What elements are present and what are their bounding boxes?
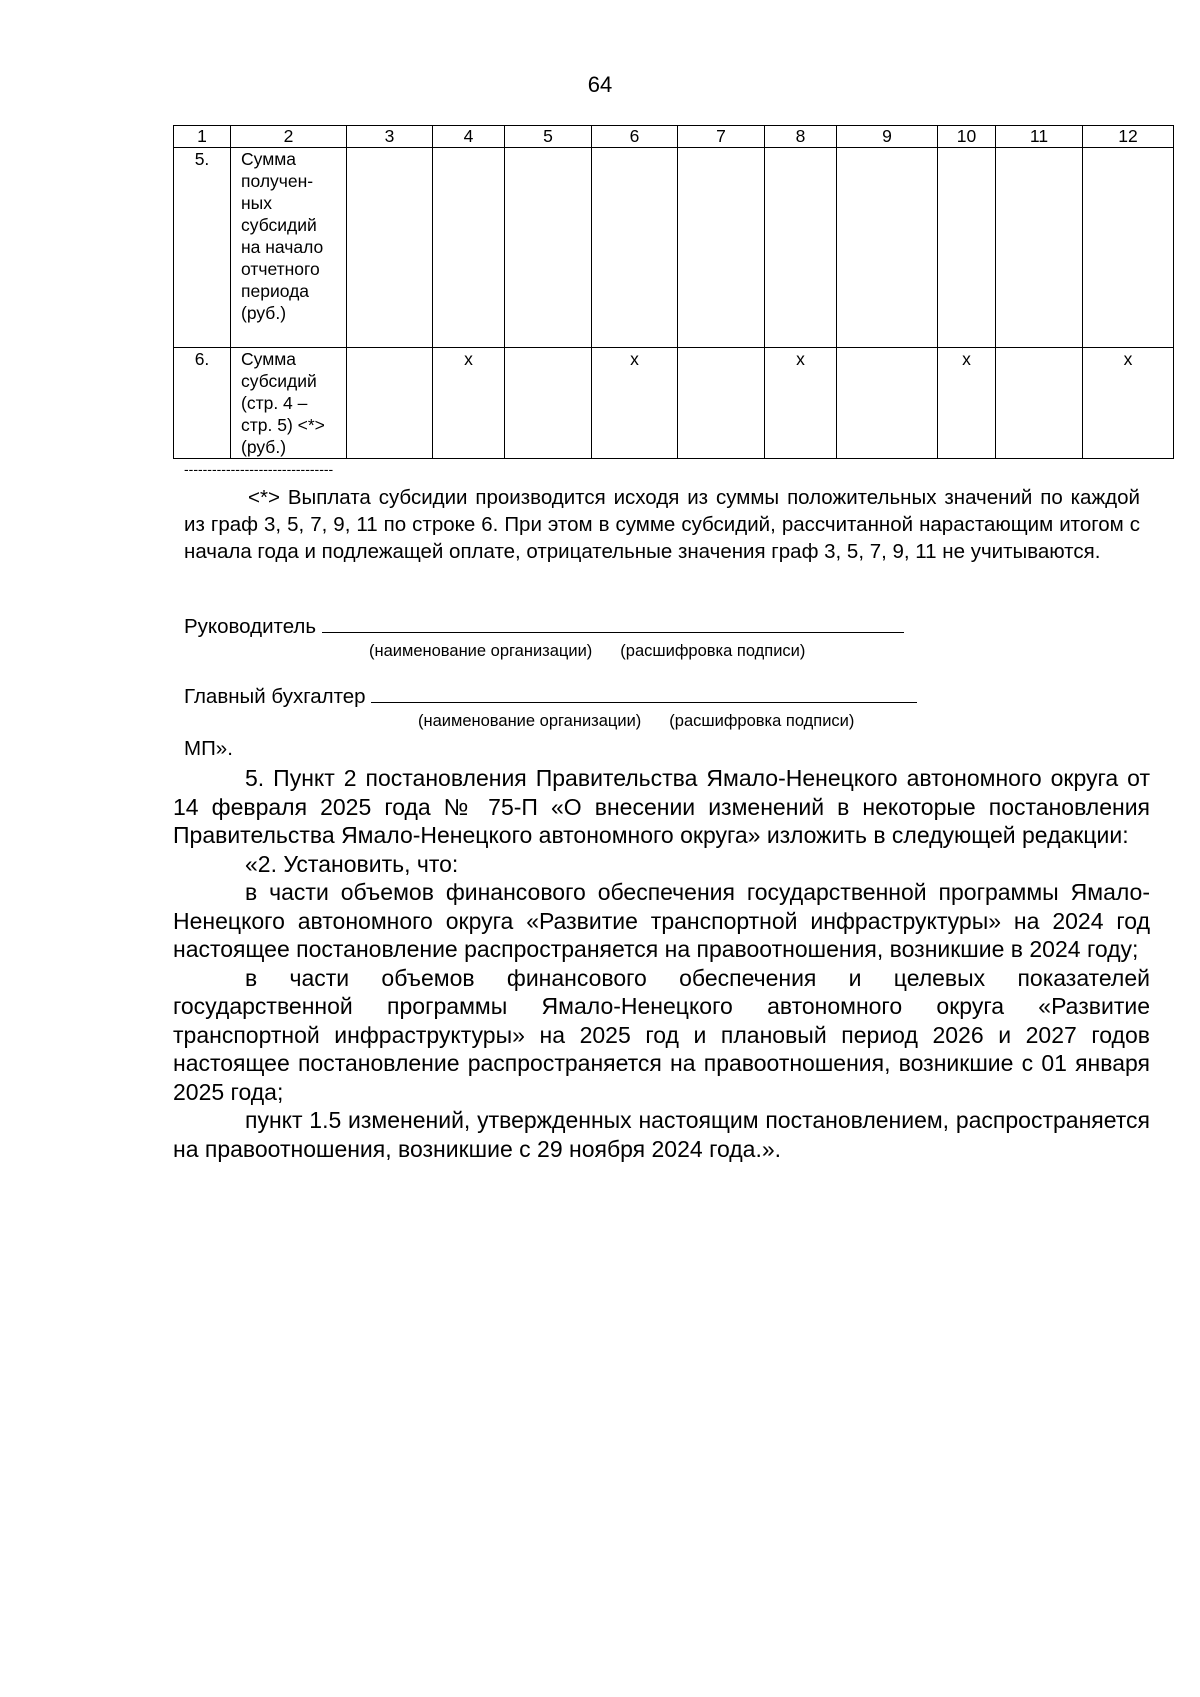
column-header: 7 xyxy=(678,126,765,148)
table-cell xyxy=(592,148,678,348)
table-cell: x xyxy=(433,348,505,459)
column-header: 5 xyxy=(505,126,592,148)
column-header: 8 xyxy=(765,126,837,148)
column-header: 10 xyxy=(938,126,996,148)
table-cell xyxy=(765,148,837,348)
column-header: 3 xyxy=(347,126,433,148)
accountant-signature-label: Главный бухгалтер xyxy=(184,685,366,708)
paragraph: «2. Установить, что: xyxy=(245,850,459,877)
row-name: Сумма получен-ных субсидий на начало отчетного периода (руб.) xyxy=(231,148,347,348)
head-signature-line xyxy=(184,612,904,640)
table-cell xyxy=(505,148,592,348)
caption-signature: (расшифровка подписи) xyxy=(620,642,806,660)
footnote: <*> Выплата субсидии производится исходя из суммы положительных значений по каждой из граф 3, 5, 7, 9, 11 по строке 6. При этом в сумме субсидий, рассчитанной нарастающим итогом с начала года и подлежащей оплате, отрицательные значения граф 3, 5, 7, 9, 11 не учитываются. xyxy=(184,486,1140,563)
head-signature-label: Руководитель xyxy=(184,615,317,638)
table-header-row xyxy=(174,126,1174,148)
table-cell xyxy=(837,348,938,459)
signature-underline xyxy=(371,682,917,703)
table-cell xyxy=(996,148,1083,348)
table-cell: x xyxy=(938,348,996,459)
head-signature-captions xyxy=(369,641,805,661)
column-header: 12 xyxy=(1083,126,1174,148)
table-cell xyxy=(433,148,505,348)
caption-signature: (расшифровка подписи) xyxy=(669,712,855,730)
table-cell xyxy=(347,348,433,459)
table-cell xyxy=(505,348,592,459)
table-row xyxy=(174,348,1174,459)
table-row xyxy=(174,148,1174,348)
paragraph: 5. Пункт 2 постановления Правительства Ямало-Ненецкого автономного округа от 14 февраля 2025 года № 75-П «О внесении изменений в некоторые постановления Правительства Ямало-Ненецкого автономного округа» изложить в следующей редакции: xyxy=(173,765,1150,848)
row-name: Сумма субсидий (стр. 4 – стр. 5) <*> (руб.) xyxy=(231,348,347,459)
row-number: 5. xyxy=(174,148,231,348)
page-number: 64 xyxy=(587,72,613,97)
stamp-mark: МП». xyxy=(184,737,233,760)
paragraph: в части объемов финансового обеспечения государственной программы Ямало-Ненецкого автономного округа «Развитие транспортной инфраструктуры» на 2024 год настоящее постановление распространяется на правоотношения, возникшие в 2024 году; xyxy=(173,879,1150,962)
subsidy-table xyxy=(173,125,1174,459)
column-header: 1 xyxy=(174,126,231,148)
accountant-signature-captions xyxy=(418,711,854,731)
footnote-rule: -------------------------------- xyxy=(184,461,334,477)
table-cell: x xyxy=(1083,348,1174,459)
table-cell xyxy=(938,148,996,348)
column-header: 11 xyxy=(996,126,1083,148)
table-cell xyxy=(837,148,938,348)
table-cell xyxy=(1083,148,1174,348)
table-cell xyxy=(678,348,765,459)
table-cell: x xyxy=(765,348,837,459)
paragraph: в части объемов финансового обеспечения и целевых показателей государственной программы Ямало-Ненецкого автономного округа «Развитие транспортной инфраструктуры» на 2025 год и плановый период 2026 и 2027 годов настоящее постановление распространяется на правоотношения, возникшие с 01 января 2025 года; xyxy=(173,964,1150,1105)
table-cell xyxy=(347,148,433,348)
body-text xyxy=(173,764,1150,1163)
accountant-signature-line xyxy=(184,682,917,710)
column-header: 2 xyxy=(231,126,347,148)
column-header: 6 xyxy=(592,126,678,148)
signature-underline xyxy=(322,612,904,633)
column-header: 9 xyxy=(837,126,938,148)
table-cell xyxy=(996,348,1083,459)
caption-org-name: (наименование организации) xyxy=(418,712,642,730)
table-cell xyxy=(678,148,765,348)
column-header: 4 xyxy=(433,126,505,148)
caption-org-name: (наименование организации) xyxy=(369,642,593,660)
paragraph: пункт 1.5 изменений, утвержденных настоящим постановлением, распространяется на правоотношения, возникшие с 29 ноября 2024 года.». xyxy=(173,1107,1150,1162)
row-number: 6. xyxy=(174,348,231,459)
table-cell: x xyxy=(592,348,678,459)
